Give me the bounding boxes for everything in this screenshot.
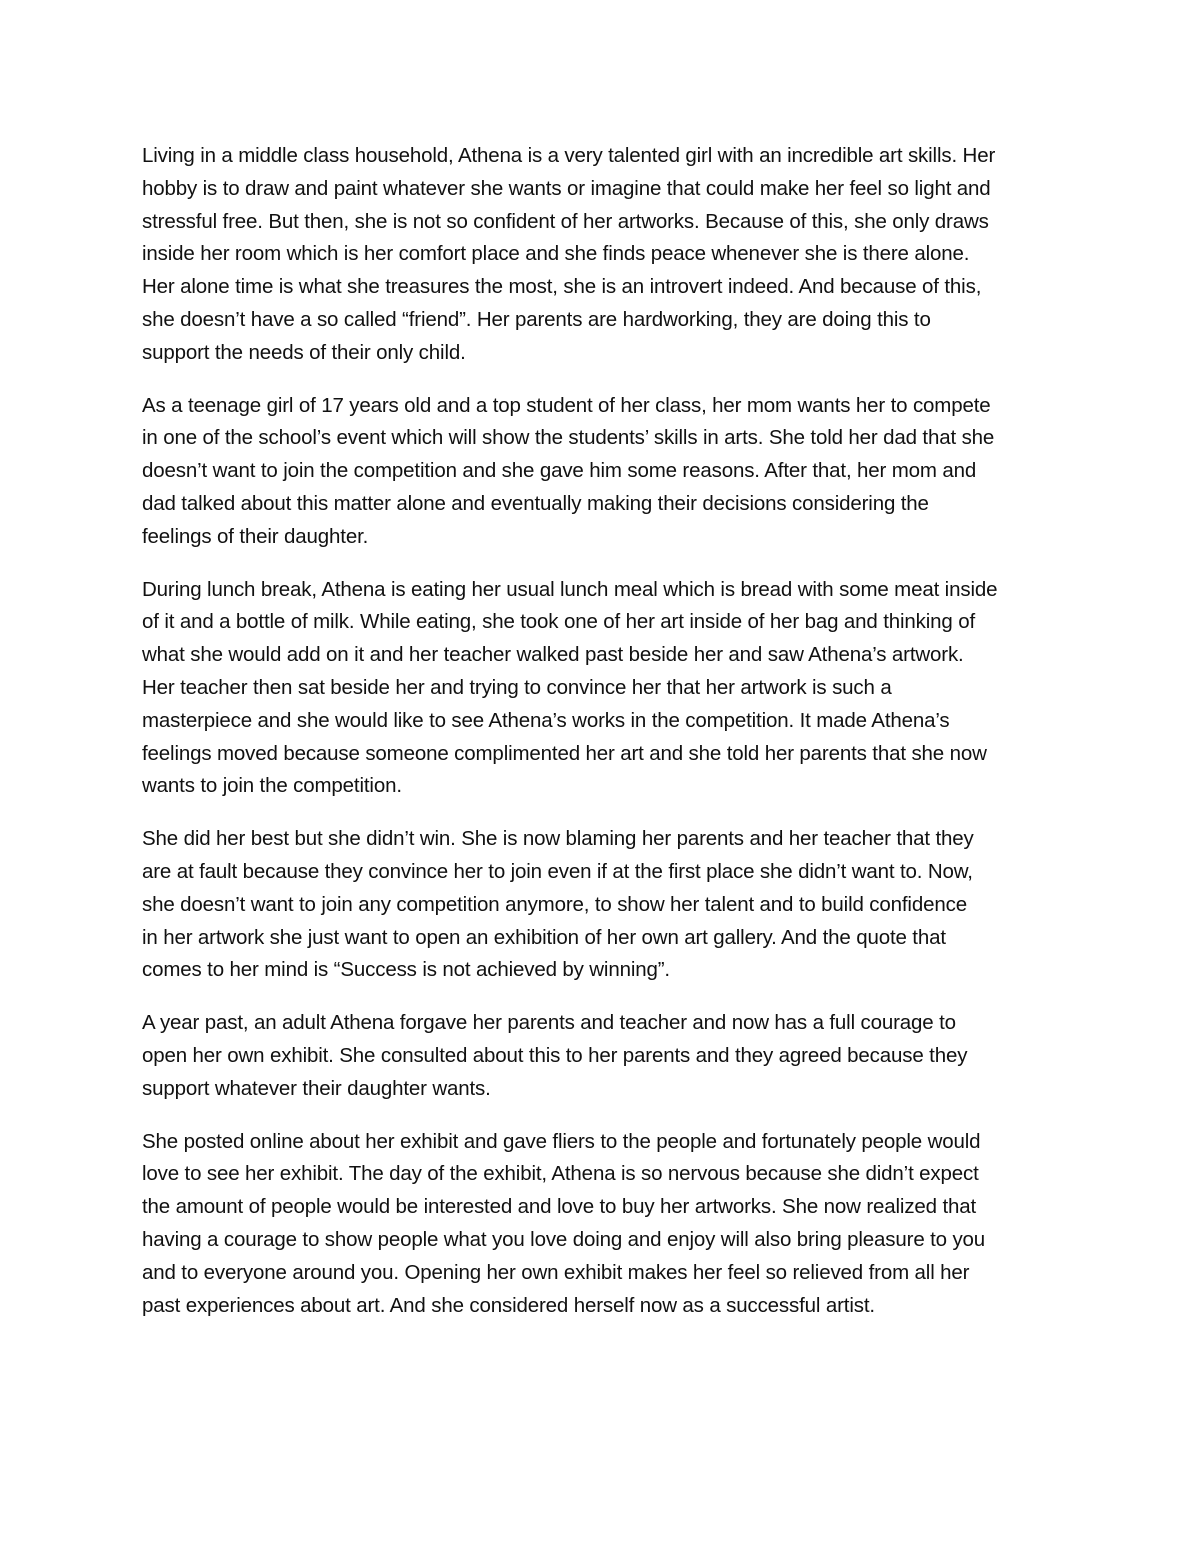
- paragraph-5: [142, 1007, 1062, 1105]
- text-line: of it and a bottle of milk. While eating, she took one of her art inside of her bag and thinking of: [142, 610, 975, 634]
- text-line: open her own exhibit. She consulted about this to her parents and they agreed because they: [142, 1043, 968, 1067]
- document-body: [142, 140, 1062, 1342]
- text-line: having a courage to show people what you love doing and enjoy will also bring pleasure to you: [142, 1227, 986, 1251]
- text-line: love to see her exhibit. The day of the exhibit, Athena is so nervous because she didn’t expect: [142, 1162, 979, 1186]
- paragraph-2: [142, 390, 1062, 554]
- text-line: doesn’t want to join the competition and she gave him some reasons. After that, her mom and: [142, 459, 977, 483]
- text-line: the amount of people would be interested and love to buy her artworks. She now realized that: [142, 1195, 977, 1219]
- text-line: wants to join the competition.: [142, 774, 402, 798]
- text-line: comes to her mind is “Success is not achieved by winning”.: [142, 958, 670, 982]
- text-line: During lunch break, Athena is eating her usual lunch meal which is bread with some meat inside: [142, 577, 998, 601]
- text-line: As a teenage girl of 17 years old and a top student of her class, her mom wants her to compete: [142, 393, 991, 417]
- text-line: She did her best but she didn’t win. She is now blaming her parents and her teacher that they: [142, 827, 974, 851]
- text-line: she doesn’t have a so called “friend”. Her parents are hardworking, they are doing this to: [142, 307, 931, 331]
- text-line: Living in a middle class household, Athena is a very talented girl with an incredible art skills. Her: [142, 144, 996, 167]
- text-line: stressful free. But then, she is not so confident of her artworks. Because of this, she only draws: [142, 209, 989, 233]
- text-line: and to everyone around you. Opening her own exhibit makes her feel so relieved from all her: [142, 1260, 970, 1284]
- text-line: support whatever their daughter wants.: [142, 1076, 491, 1100]
- text-line: what she would add on it and her teacher walked past beside her and saw Athena’s artwork.: [142, 643, 964, 667]
- text-line: A year past, an adult Athena forgave her parents and teacher and now has a full courage to: [142, 1011, 956, 1035]
- text-line: She posted online about her exhibit and gave fliers to the people and fortunately people would: [142, 1129, 981, 1153]
- text-line: feelings moved because someone complimented her art and she told her parents that she now: [142, 741, 987, 765]
- paragraph-6: [142, 1126, 1062, 1323]
- text-line: feelings of their daughter.: [142, 524, 369, 548]
- text-line: dad talked about this matter alone and eventually making their decisions considering the: [142, 491, 929, 515]
- text-line: Her alone time is what she treasures the most, she is an introvert indeed. And because of this,: [142, 275, 982, 299]
- paragraph-4: [142, 823, 1062, 987]
- text-line: she doesn’t want to join any competition anymore, to show her talent and to build confidence: [142, 892, 967, 916]
- text-line: masterpiece and she would like to see Athena’s works in the competition. It made Athena’s: [142, 708, 950, 732]
- text-line: are at fault because they convince her to join even if at the first place she didn’t want to. Now,: [142, 859, 973, 883]
- text-line: Her teacher then sat beside her and trying to convince her that her artwork is such a: [142, 675, 892, 699]
- text-line: in one of the school’s event which will show the students’ skills in arts. She told her dad that she: [142, 426, 995, 450]
- paragraph-1: [142, 140, 1062, 370]
- text-line: hobby is to draw and paint whatever she wants or imagine that could make her feel so light and: [142, 176, 991, 200]
- text-line: support the needs of their only child.: [142, 340, 466, 364]
- text-line: inside her room which is her comfort place and she finds peace whenever she is there alone.: [142, 242, 970, 266]
- text-line: in her artwork she just want to open an exhibition of her own art gallery. And the quote that: [142, 925, 946, 949]
- text-line: past experiences about art. And she considered herself now as a successful artist.: [142, 1293, 875, 1317]
- paragraph-3: [142, 574, 1062, 804]
